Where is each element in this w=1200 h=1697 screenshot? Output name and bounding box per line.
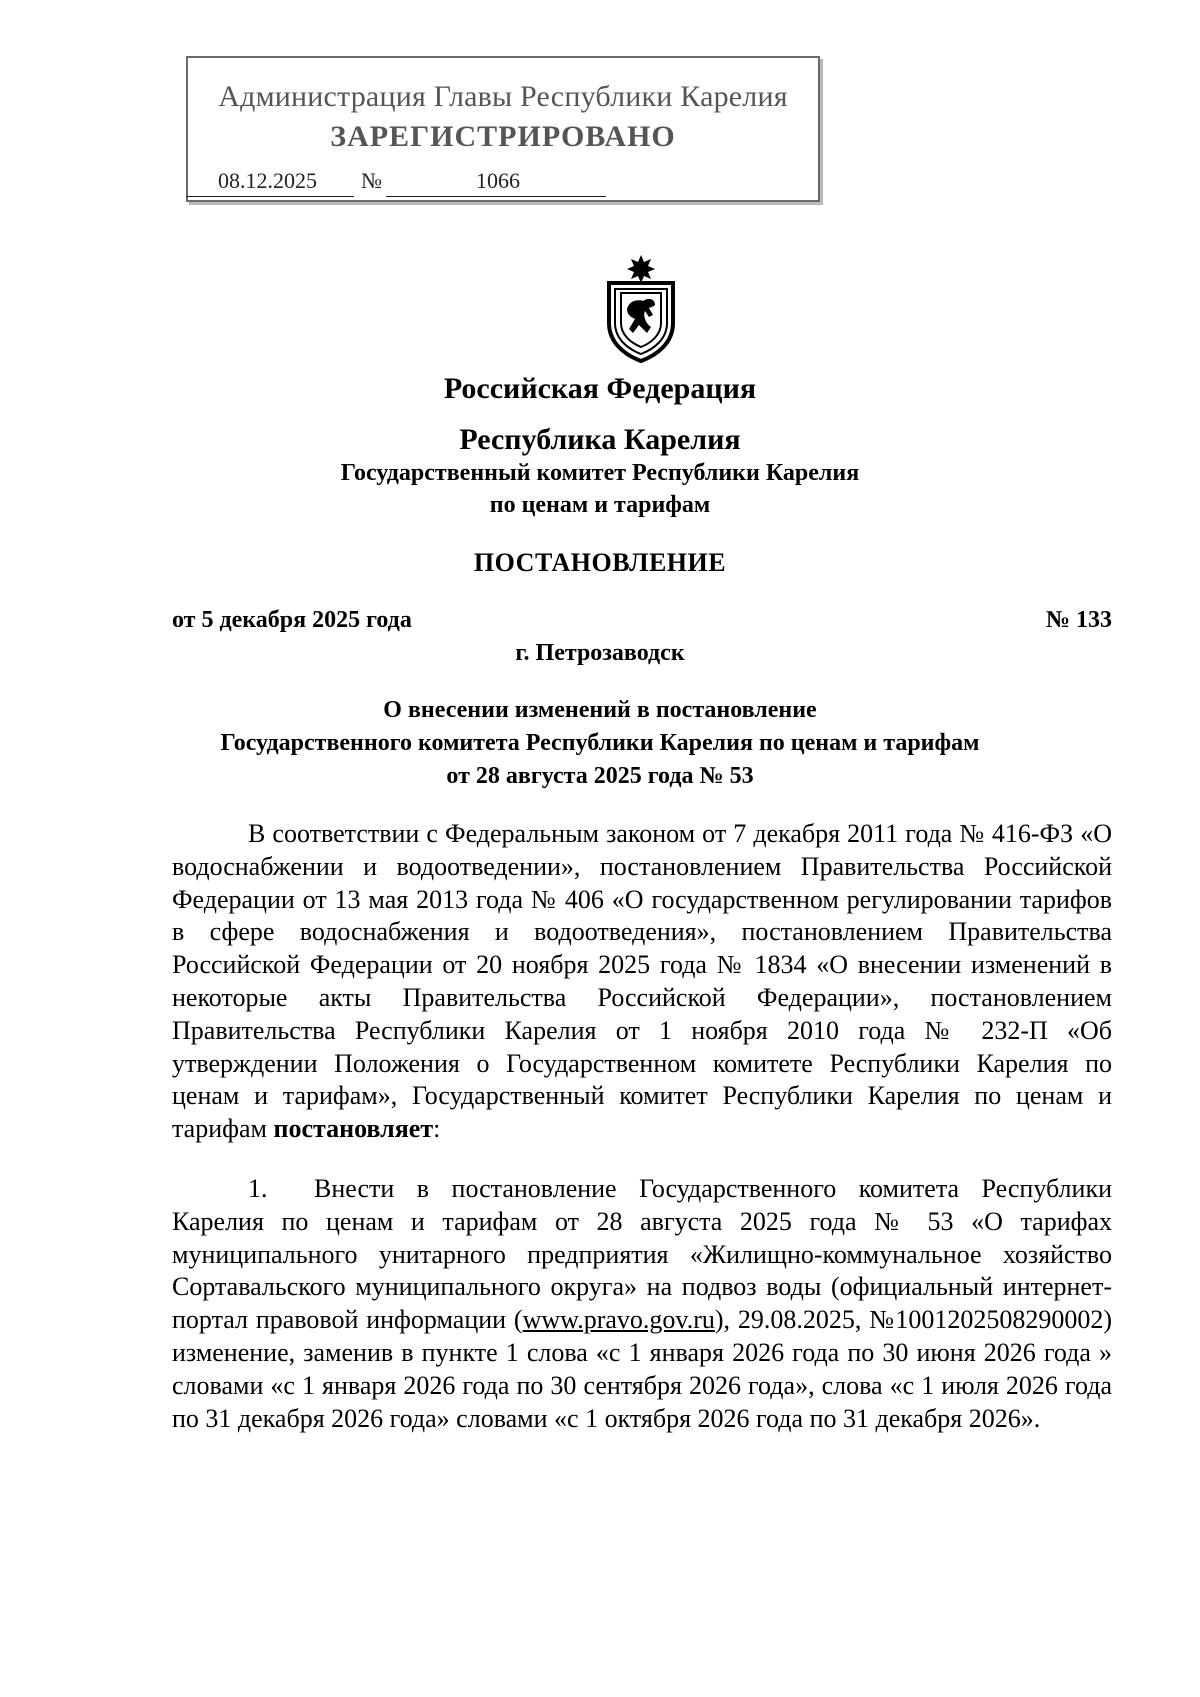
number-underline (386, 196, 606, 197)
clause-text-a: Внести в постановление Государственного комитета Республики Карелия по ценам и тарифам от 28 августа 2025 года № 53 «О тарифах муниципального унитарного предприятия «Жилищно-коммунальное хозяйство Сортавальского муниципального округа» на подвоз воды (официальный интернет-портал правовой информации ( (172, 1174, 1112, 1335)
preamble-paragraph (172, 818, 1112, 1146)
registration-no-sign: № (361, 168, 382, 193)
registration-date: 08.12.2025 (218, 168, 317, 193)
title-line1: О внесении изменений в постановление (383, 697, 817, 723)
title-line2: Государственного комитета Республики Карелия по ценам и тарифам (220, 730, 980, 756)
header-republic: Республика Карелия (459, 423, 741, 456)
stamp-registered: ЗАРЕГИСТРИРОВАНО (330, 120, 676, 153)
clause-number: 1. (248, 1174, 268, 1203)
clause-1-paragraph (172, 1173, 1112, 1435)
pravo-link[interactable]: www.pravo.gov.ru (522, 1305, 715, 1335)
header-committee-line2: по ценам и тарифам (489, 492, 711, 518)
preamble-text: В соответствии с Федеральным законом от 7 декабря 2011 года № 416-ФЗ «О водоснабжении и водоотведении», постановлением Правительства Российской Федерации от 13 мая 2013 года № 406 «О государственном регулировании тарифов в сфере водоснабжения и водоотведения», постановлением Правительства Российской Федерации от 20 ноября 2025 года № 1834 «О внесении изменений в некоторые акты Правительства Российской Федерации», постановлением Правительства Республики Карелия от 1 ноября 2010 года № 232-П «Об утверждении Положения о Государственном комитете Республики Карелия по ценам и тарифам», Государственный комитет Республики Карелия по ценам и тарифам (172, 819, 1112, 1144)
stamp-authority: Администрация Главы Республики Карелия (218, 80, 788, 113)
registration-number: 1066 (476, 168, 520, 193)
date-underline (186, 196, 354, 197)
clause-text-b: ), 29.08.2025, №1001202508290002) изменение, заменив в пункте 1 слова «с 1 января 2026 года по 30 июня 2026 года » словами «с 1 января 2026 года по 30 сентября 2026 года», слова «с 1 июля 2026 года по 31 декабря 2026 года» словами «с 1 октября 2026 года по 31 декабря 2026». (172, 1305, 1112, 1433)
document-type: ПОСТАНОВЛЕНИЕ (473, 548, 727, 577)
document-city: г. Петрозаводск (515, 640, 685, 666)
header-committee-line1: Государственный комитет Республики Карелия (340, 460, 860, 486)
header-country: Российская Федерация (443, 372, 757, 405)
decision-word: постановляет (273, 1114, 434, 1144)
document-number: № 133 (1045, 607, 1112, 633)
registration-line (186, 168, 606, 198)
karelia-coat-of-arms-icon (597, 253, 685, 363)
document-date: от 5 декабря 2025 года (172, 607, 412, 633)
preamble-colon: : (433, 1114, 441, 1144)
title-line3: от 28 августа 2025 года № 53 (446, 763, 754, 789)
